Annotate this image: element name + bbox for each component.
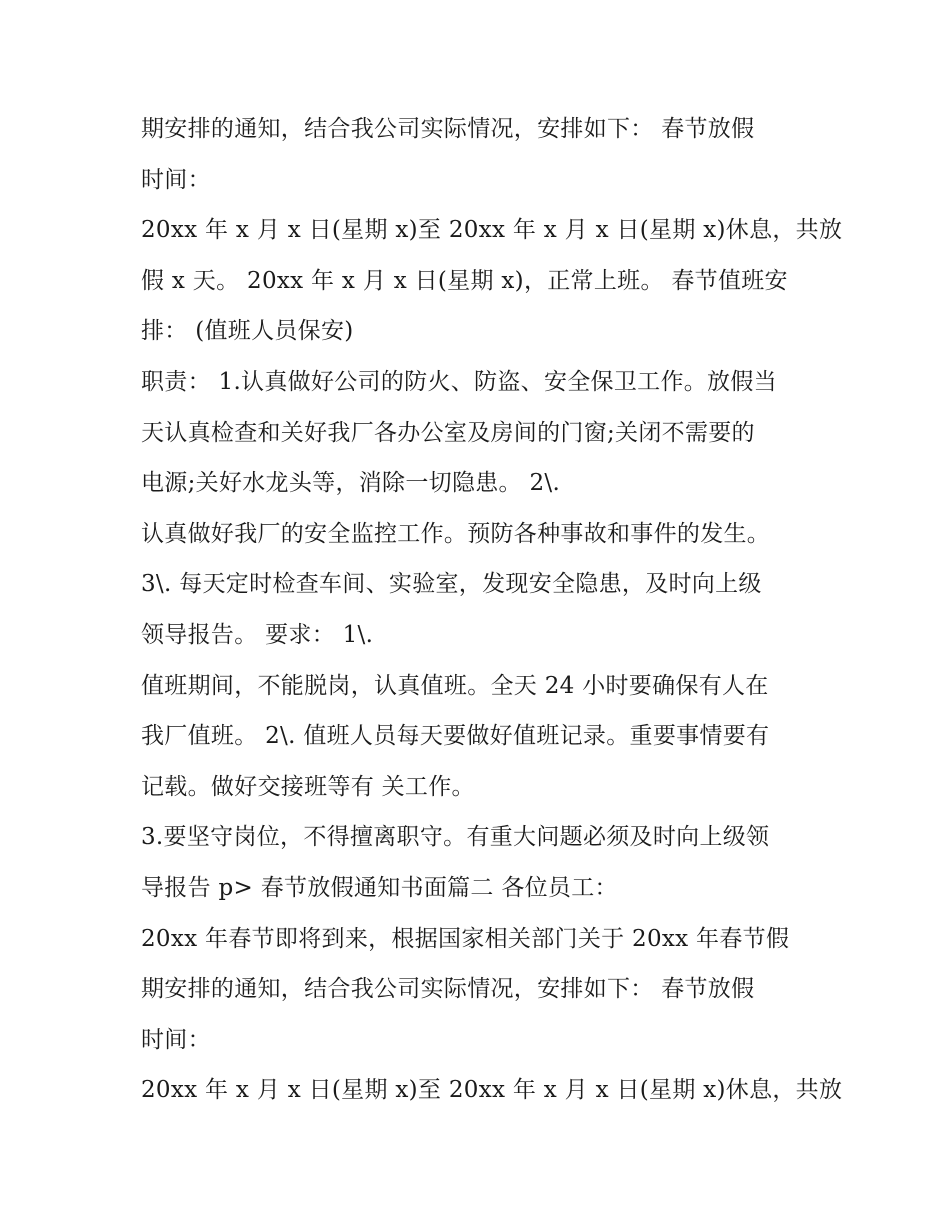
text-line: 时间：: [141, 1026, 211, 1053]
text-line: 期安排的通知，结合我公司实际情况，安排如下： 春节放假: [141, 976, 755, 1003]
text-line: 排： (值班人员保安): [141, 318, 354, 345]
text-line: 记载。做好交接班等有 关工作。: [141, 773, 475, 800]
document-body: [141, 104, 843, 1116]
text-line: 电源;关好水龙头等，消除一切隐患。 2\.: [141, 470, 561, 497]
text-line: 天认真检查和关好我厂各办公室及房间的门窗;关闭不需要的: [141, 419, 755, 446]
text-line: 认真做好我厂的安全监控工作。预防各种事故和事件的发生。: [141, 520, 771, 547]
text-line: 20xx 年 x 月 x 日(星期 x)至 20xx 年 x 月 x 日(星期 x)休息，共放: [141, 1077, 843, 1104]
text-line: 职责： 1.认真做好公司的防火、防盗、安全保卫工作。放假当: [141, 368, 777, 395]
text-line: 20xx 年春节即将到来，根据国家相关部门关于 20xx 年春节假: [141, 925, 790, 952]
text-line: 时间：: [141, 166, 211, 193]
text-line: 导报告 p> 春节放假通知书面篇二 各位员工：: [141, 874, 618, 901]
text-line: 20xx 年 x 月 x 日(星期 x)至 20xx 年 x 月 x 日(星期 x)休息，共放: [141, 217, 843, 244]
text-line: 3.要坚守岗位，不得擅离职守。有重大问题必须及时向上级领: [141, 824, 770, 851]
text-line: 期安排的通知，结合我公司实际情况，安排如下： 春节放假: [141, 116, 755, 142]
text-line: 我厂值班。 2\. 值班人员每天要做好值班记录。重要事情要有: [141, 723, 770, 750]
text-line: 假 x 天。 20xx 年 x 月 x 日(星期 x)，正常上班。 春节值班安: [141, 267, 788, 294]
text-line: 3\. 每天定时检查车间、实验室，发现安全隐患，及时向上级: [141, 571, 762, 598]
text-line: 值班期间，不能脱岗，认真值班。全天 24 小时要确保有人在: [141, 672, 769, 699]
text-line: 领导报告。 要求： 1\.: [141, 621, 374, 648]
